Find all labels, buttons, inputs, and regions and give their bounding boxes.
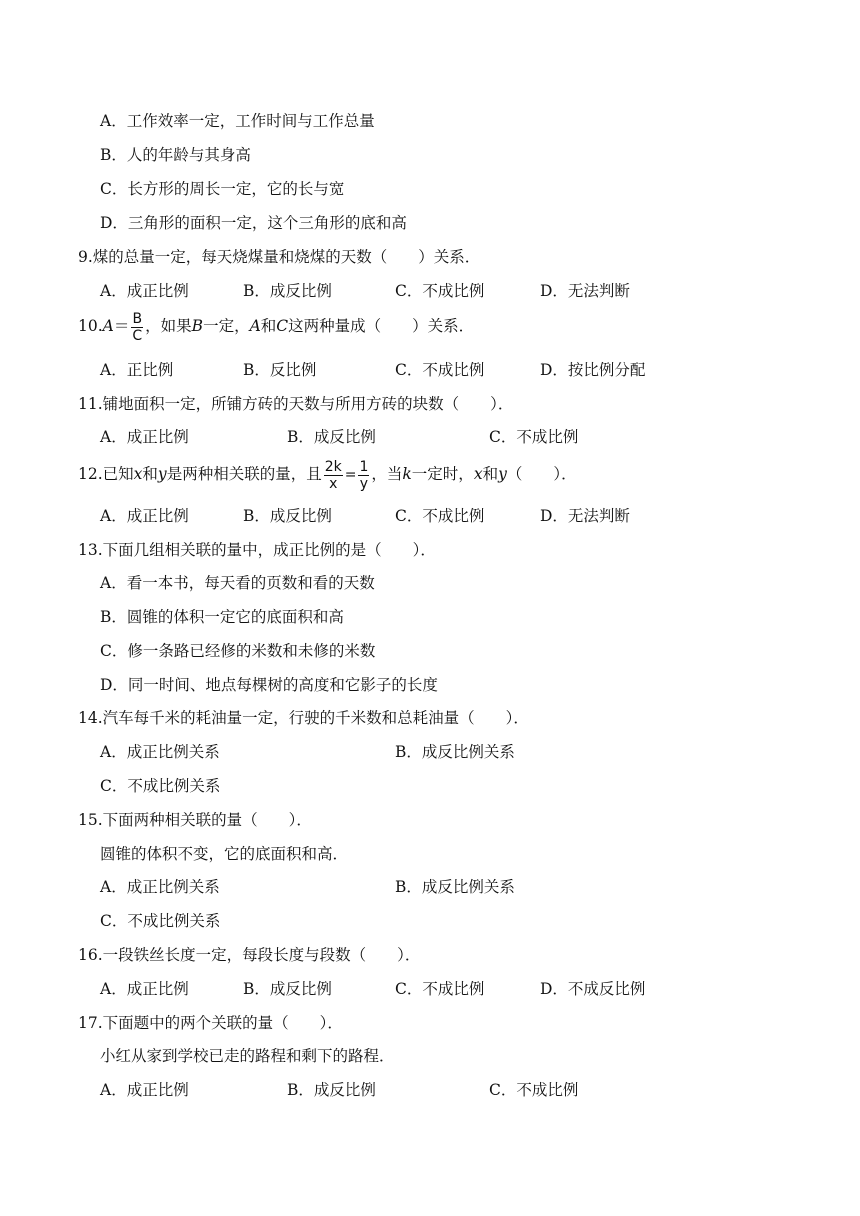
q12-option-c: C．不成比例 (395, 507, 485, 525)
q17-option-a: A．成正比例 (100, 1081, 189, 1099)
q12-fraction-right-denominator: y (359, 475, 369, 492)
q10-text-4: 这两种量成（ ）关系． (288, 317, 475, 335)
q12-fraction-right-numerator: 1 (359, 458, 369, 475)
q13-stem: 13.下面几组相关联的量中，成正比例的是（ ）． (78, 541, 436, 559)
q10-option-a: A．正比例 (100, 361, 174, 379)
q12-text-1: 12.已知 (78, 465, 134, 483)
q14-option-b: B．成反比例关系 (395, 743, 515, 761)
q12-text-3: 是两种相关联的量，且 (166, 465, 322, 483)
q13-option-b: B．圆锥的体积一定它的底面积和高 (100, 608, 344, 626)
q10-option-b: B．反比例 (243, 361, 317, 379)
q12-fraction-left-numerator: 2k (324, 458, 342, 475)
q12-fraction-right (358, 459, 369, 492)
q13-option-a: A．看一本书，每天看的页数和看的天数 (100, 574, 375, 592)
q10-var-a2: A (249, 317, 261, 335)
q12-text-5: 一定时， (411, 465, 474, 483)
q10-fraction-numerator: B (132, 310, 143, 327)
q12-option-a: A．成正比例 (100, 507, 189, 525)
q16-stem: 16.一段铁丝长度一定，每段长度与段数（ ）． (78, 946, 421, 964)
q12-text-6: 和 (482, 465, 499, 483)
q10-var-c: C (276, 317, 289, 335)
q17-stem: 17.下面题中的两个关联的量（ ）． (78, 1014, 343, 1032)
q10-number: 10. (78, 317, 103, 335)
q17-option-b: B．成反比例 (287, 1081, 376, 1099)
q11-stem: 11.铺地面积一定，所铺方砖的天数与所用方砖的块数（ ）． (78, 395, 514, 413)
q12-var-x: x (133, 465, 143, 483)
q10-text-1: ，如果 (145, 317, 192, 335)
q15-subtext: 圆锥的体积不变，它的底面积和高． (100, 845, 349, 863)
q16-option-a: A．成正比例 (100, 980, 189, 998)
q13-option-d: D．同一时间、地点每棵树的高度和它影子的长度 (100, 676, 438, 694)
q9-option-b: B．成反比例 (243, 282, 332, 300)
q16-option-b: B．成反比例 (243, 980, 332, 998)
q10-fraction (131, 311, 143, 344)
q11-option-b: B．成反比例 (287, 428, 376, 446)
q12-fraction-left-denominator: x (329, 475, 338, 492)
q17-option-c: C．不成比例 (489, 1081, 579, 1099)
q10-text-3: 和 (260, 317, 277, 335)
q10-equals: ＝ (113, 317, 130, 335)
q12-text-2: 和 (142, 465, 158, 483)
q14-stem: 14.汽车每千米的耗油量一定，行驶的千米数和总耗油量（ ）． (78, 709, 529, 727)
q17-subtext: 小红从家到学校已走的路程和剩下的路程． (100, 1047, 395, 1065)
q12-var-x2: x (473, 465, 483, 483)
q12-var-k: k (402, 465, 412, 483)
q10-text-2: 一定， (203, 317, 250, 335)
q15-option-a: A．成正比例关系 (100, 878, 220, 896)
q12-fraction-left (324, 459, 343, 492)
q8-option-b: B．人的年龄与其身高 (100, 146, 251, 164)
q9-option-c: C．不成比例 (395, 282, 485, 300)
q12-stem (78, 454, 577, 495)
q12-option-d: D．无法判断 (540, 507, 630, 525)
q12-option-b: B．成反比例 (243, 507, 332, 525)
q8-option-d: D．三角形的面积一定，这个三角形的底和高 (100, 214, 407, 232)
q9-stem: 9.煤的总量一定，每天烧煤量和烧煤的天数（ ）关系． (78, 248, 481, 266)
q8-option-c: C．长方形的周长一定，它的长与宽 (100, 180, 345, 198)
q10-stem (78, 308, 474, 344)
q12-equals: = (344, 467, 357, 483)
q10-option-d: D．按比例分配 (540, 361, 646, 379)
q8-option-a: A．工作效率一定，工作时间与工作总量 (100, 112, 375, 130)
q10-option-c: C．不成比例 (395, 361, 485, 379)
q15-option-c: C．不成比例关系 (100, 912, 221, 930)
q9-option-a: A．成正比例 (100, 282, 189, 300)
q12-var-y2: y (498, 465, 507, 483)
q11-option-c: C．不成比例 (489, 428, 579, 446)
q16-option-c: C．不成比例 (395, 980, 485, 998)
q11-option-a: A．成正比例 (100, 428, 189, 446)
q12-text-7: （ ）． (506, 465, 577, 483)
q16-option-d: D．不成反比例 (540, 980, 646, 998)
q10-var-a: A (102, 317, 114, 335)
q9-option-d: D．无法判断 (540, 282, 630, 300)
q10-fraction-denominator: C (132, 327, 143, 344)
q12-var-y: y (157, 465, 167, 483)
q14-option-a: A．成正比例关系 (100, 743, 220, 761)
q12-text-4: ，当 (371, 465, 403, 483)
q14-option-c: C．不成比例关系 (100, 777, 221, 795)
q15-stem: 15.下面两种相关联的量（ ）． (78, 811, 312, 829)
q15-option-b: B．成反比例关系 (395, 878, 515, 896)
q10-var-b: B (191, 317, 204, 335)
q13-option-c: C．修一条路已经修的米数和未修的米数 (100, 642, 376, 660)
